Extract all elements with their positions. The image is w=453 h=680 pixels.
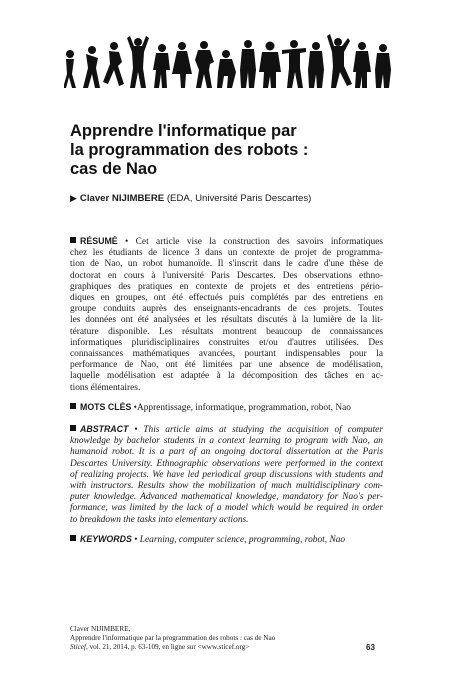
resume-line: tions élémentaires. [70, 382, 141, 393]
abstract-line: humanoid robot. It is a part of an ongoing doctoral dissertation at the Paris [70, 447, 383, 458]
author-line [70, 193, 390, 204]
footer-journal: Sticef [70, 643, 86, 651]
square-bullet-icon [70, 535, 76, 541]
title-line: Apprendre l'informatique par [70, 122, 297, 140]
abstract-line: puter knowledge. Advanced mathematical knowledge, mandatory for Nao's per- [70, 492, 383, 503]
keywords-section: KEYWORDS • Learning, computer science, programming, robot, Nao [70, 534, 383, 546]
resume-line: informatiques pluridisciplinaires construites et/ou d'autres utilisées. Des [70, 337, 383, 348]
square-bullet-icon [70, 403, 76, 409]
article-title [70, 122, 390, 179]
keywords-text: Learning, computer science, programming, robot, Nao [139, 535, 346, 545]
resume-heading: RÉSUMÉ [80, 236, 118, 246]
resume-line: les données ont été analysées et les résultats discutés à la lumière de la lit- [70, 315, 383, 326]
resume-line: groupe conduits auprès des enseignants-encadrants de ces projets. Toutes [70, 304, 383, 315]
title-line: la programmation des robots : [70, 141, 309, 159]
mots-cles-section: MOTS CLÉS •Apprentissage, informatique, programmation, robot, Nao [70, 402, 383, 414]
resume-line: performance de Nao, ont été limitées par une absence de modélisation, [70, 360, 383, 371]
footer-citation: , vol. 21, 2014, p. 63-109, en ligne sur <www.sticef.org> [85, 643, 250, 651]
resume-line: térature disponible. Les résultats montrent beaucoup de connaissances [70, 326, 383, 337]
abstract-line: This article aims at studying the acquisition of computer [143, 425, 383, 435]
resume-line: connaissances mathématiques avancées, pourtant indispensables pour la [70, 349, 383, 360]
keywords-heading: KEYWORDS [80, 534, 132, 544]
page-number: 63 [366, 643, 375, 652]
resume-line: diques en groupes, ont été effectués puis complétés par des entretiens en [70, 293, 383, 304]
author-name: Claver NIJIMBERE [79, 193, 165, 204]
abstract-line: to breakdown the tasks into elementary actions. [70, 514, 249, 525]
abstract-section: ABSTRACT • This article aims at studying the acquisition of computer knowledge by bachelor students in a context learning to program with Nao, an humanoid robot. It is a part of an ongoing doctoral dissertation at the Paris Descartes University. Ethnographic observations were performed in the context of realizing projects. We have led periodical group discussions with students and with instructors. Results show the mobilization of much multidisciplinary com- puter knowledge. Advanced mathematical knowledge, mandatory for Nao's per- formance, was limited by the lack of a model which would be required in order to breakdown the tasks into elementary actions. [70, 424, 383, 525]
square-bullet-icon [70, 425, 76, 431]
silhouette-crowd-banner [64, 32, 394, 90]
resume-line: Cet article vise la construction des savoirs informatiques [135, 237, 383, 247]
abstract-heading: ABSTRACT [80, 424, 129, 434]
abstract-line: formance, was limited by the lack of a model which would be required in order [70, 503, 383, 514]
author-affiliation: (EDA, Université Paris Descartes) [166, 193, 312, 204]
resume-line: laquelle modélisation est adaptée à la décomposition des tâches en ac- [70, 371, 383, 382]
footer-title: Apprendre l'informatique par la programmation des robots : cas de Nao [70, 634, 276, 642]
square-bullet-icon [70, 237, 76, 243]
title-line: cas de Nao [70, 160, 158, 178]
resume-line: chez les étudiants de licence 3 dans un contexte de projet de programma- [70, 248, 383, 259]
abstract-line: Descartes University. Ethnographic observations were performed in the context [70, 458, 383, 469]
citation-footer [70, 625, 383, 652]
abstract-line: knowledge by bachelor students in a context learning to program with Nao, an [70, 436, 383, 447]
abstract-line: with instructors. Results show the mobilization of much multidisciplinary com- [70, 481, 383, 492]
mots-cles-heading: MOTS CLÉS [80, 402, 132, 412]
resume-line: graphiques des pratiques en contexte de projets et des entretiens pério- [70, 281, 383, 292]
footer-author: Claver NIJIMBERE, [70, 625, 131, 633]
resume-line: tion de Nao, un robot humanoïde. Il s'inscrit dans le cadre d'une thèse de [70, 259, 383, 270]
resume-section: RÉSUMÉ • Cet article vise la construction des savoirs informatiques chez les étudiants de licence 3 dans un contexte de projet de programma- tion de Nao, un robot humanoïde. Il s'inscrit dans le cadre d'une thèse de doctorat en cours à l'université Paris Descartes. Des observations ethno- graphiques des pratiques en contexte de projets et des entretiens pério- diques en groupes, ont été effectués puis complétés par des entretiens en groupe conduits auprès des enseignants-encadrants de ces projets. Toutes les données ont été analysées et les résultats discutés à la lumière de la lit- térature disponible. Les résultats montrent beaucoup de connaissances informatiques pluridisciplinaires construites et/ou d'autres utilisées. Des connaissances mathématiques avancées, pourtant indispensables pour la performance de Nao, ont été limitées par une absence de modélisation, laquelle modélisation est adaptée à la décomposition des tâches en ac- tions élémentaires. [70, 236, 383, 393]
resume-line: doctorat en cours à l'université Paris Descartes. Des observations ethno- [70, 270, 383, 281]
triangle-marker-icon: ▶ [70, 193, 77, 203]
mots-cles-text: Apprentissage, informatique, programmation, robot, Nao [136, 403, 351, 413]
abstract-line: of realizing projects. We have led periodical group discussions with students and [70, 469, 383, 480]
